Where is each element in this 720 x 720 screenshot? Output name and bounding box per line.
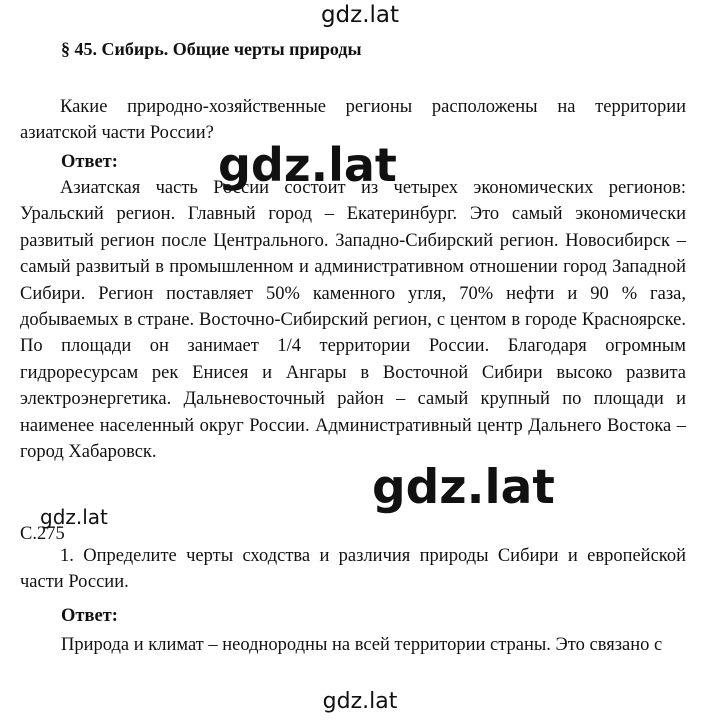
question-2: 1. Определите черты сходства и различия природы Сибири и европейской части России. [20, 546, 686, 593]
page-reference: С.275 [20, 524, 65, 544]
answer-1-label: Ответ: [61, 152, 118, 172]
watermark-bottom: gdz.lat [322, 689, 398, 714]
answer-1-text: Азиатская часть России состоит из четырех экономических регионов: Уральский регион. Главный город – Екатеринбург. Это самый экономически развитый регион после Центрального. Западно-Сибирский регион. Новосибирск – самый развитый в промышленном и административном отношении город Западной Сибири. Регион поставляет 50% каменного угля, 70% нефти и 90 % газа, добываемых в стране. Восточно-Сибирский регион, с центом в городе Красноярске. По площади он занимает 1/4 территории России. Благодаря огромным гидроресурсам рек Енисея и Ангары в Восточной Сибири высоко развита электроэнергетика. Дальневосточный район – самый крупный по площади и наименее населенный округ России. Административный центр Дальнего Востока – город Хабаровск. [20, 178, 686, 463]
answer-2-text: Природа и климат – неоднородны на всей территории страны. Это связано с [61, 635, 663, 655]
watermark-top: gdz.lat [320, 2, 400, 28]
watermark-small: gdz.lat [40, 505, 108, 529]
section-heading: § 45. Сибирь. Общие черты природы [61, 39, 362, 59]
question-1: Какие природно-хозяйственные регионы расположены на территории азиатской части России? [20, 97, 686, 144]
answer-2-label: Ответ: [61, 606, 118, 626]
watermark-middle: gdz.lat [218, 138, 397, 192]
watermark-large: gdz.lat [372, 460, 555, 515]
